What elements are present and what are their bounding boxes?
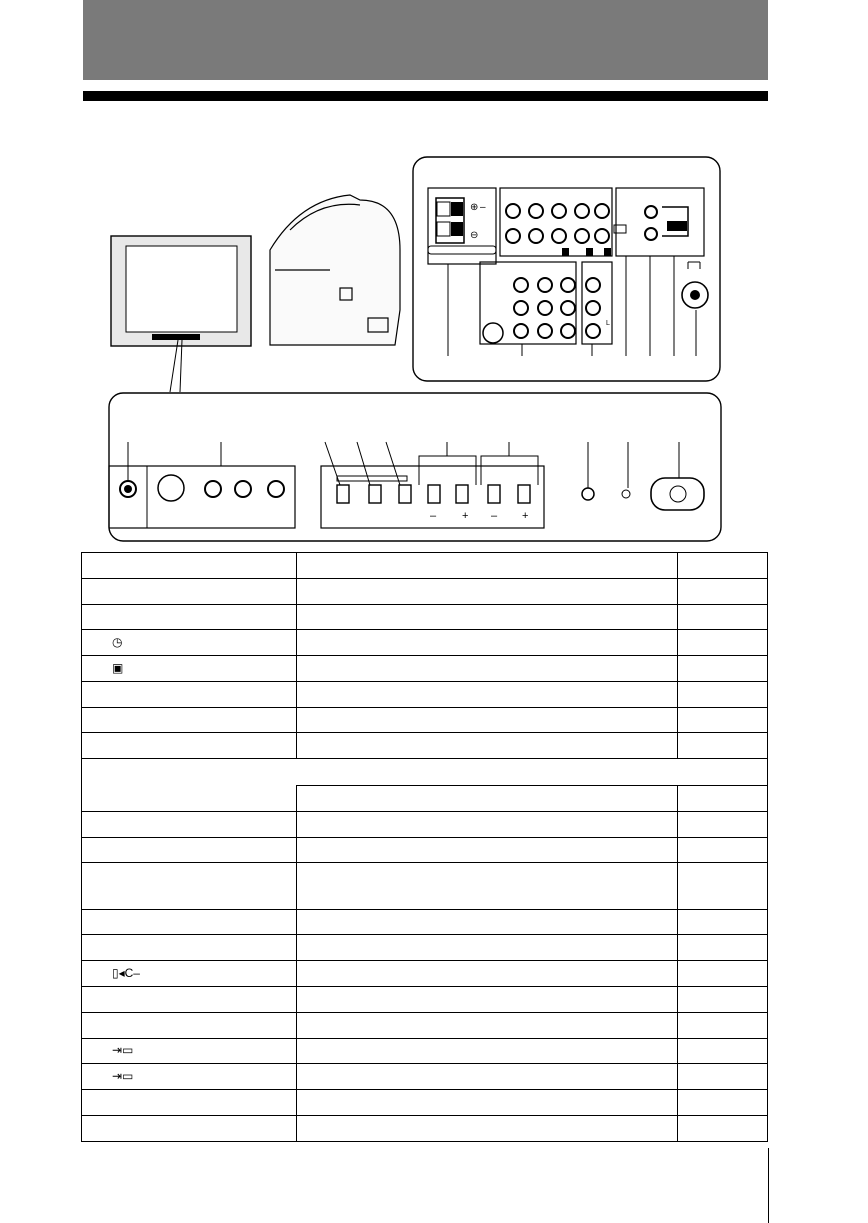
table-row	[82, 1115, 768, 1141]
table-row	[82, 961, 768, 987]
table-row	[82, 1012, 768, 1038]
table-row	[82, 1064, 768, 1090]
table-row	[82, 733, 768, 759]
table-row	[82, 863, 768, 909]
front-panel-buttons	[337, 485, 530, 503]
tv-rear-illustration	[270, 195, 400, 345]
rear-jack-row-top	[506, 204, 609, 243]
svg-text:–: –	[430, 510, 437, 522]
svg-text:–: –	[491, 510, 498, 522]
table-row	[82, 811, 768, 837]
front-panel-frame	[109, 393, 721, 541]
table-row	[82, 578, 768, 604]
connections-table	[81, 552, 768, 1142]
table-row	[82, 681, 768, 707]
input-icon: ⇥▭	[112, 1068, 134, 1083]
svg-text:⊖: ⊖	[470, 230, 479, 241]
av-output-jacks	[500, 188, 612, 256]
table-row	[82, 553, 768, 579]
page-edge-rule	[768, 1148, 769, 1223]
power-button-outline	[651, 478, 704, 510]
table-row	[82, 909, 768, 935]
table-row	[82, 759, 768, 786]
timer-icon: ◷	[112, 634, 123, 649]
front-av-jacks	[205, 481, 284, 497]
speaker-icon: ▯◂C–	[112, 965, 140, 980]
table-row	[82, 1038, 768, 1064]
table-row	[82, 604, 768, 630]
table-row	[82, 656, 768, 682]
input-icon: ⇥▭	[112, 1042, 134, 1057]
svg-text:+: +	[462, 510, 469, 522]
svg-text:–: –	[480, 202, 486, 213]
svg-text:⊕: ⊕	[470, 202, 479, 213]
r-icon: ▣	[112, 660, 124, 675]
table-row	[82, 786, 768, 812]
rear-callout-lines	[448, 256, 696, 356]
table-row	[82, 1090, 768, 1116]
table-row	[82, 837, 768, 863]
front-control-labels: L	[606, 320, 610, 327]
table-row	[82, 935, 768, 961]
front-s-video-jack	[158, 475, 184, 501]
table-row	[82, 987, 768, 1013]
svg-text:+: +	[522, 510, 529, 522]
tv-connections-diagram	[0, 0, 868, 560]
table-row	[82, 707, 768, 733]
table-row	[82, 630, 768, 656]
